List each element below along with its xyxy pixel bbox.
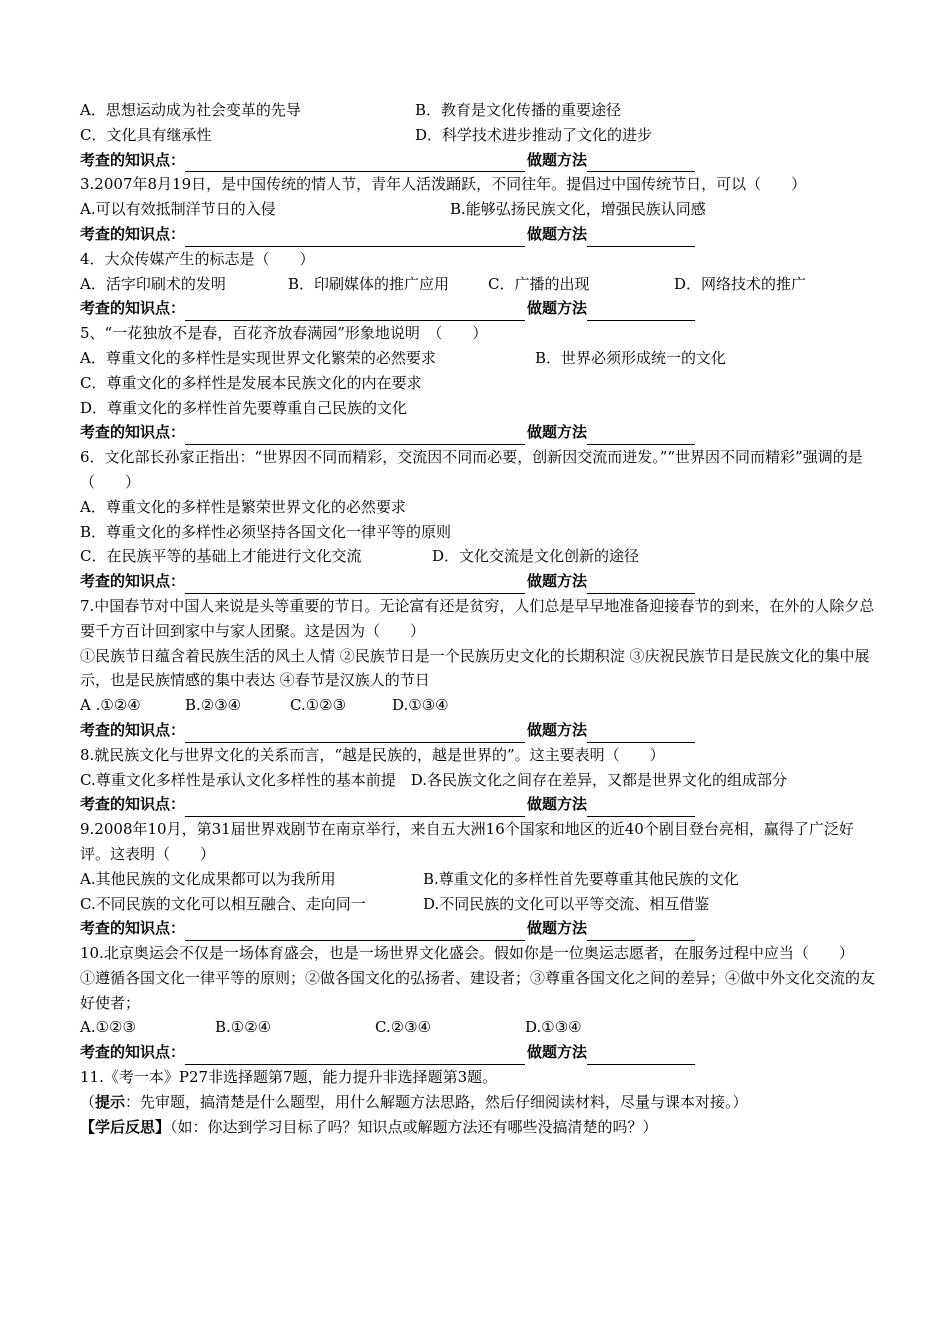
- q6-stem: 6．文化部长孙家正指出：“世界因不同而精彩，交流因不同而必要，创新因交流而迸发。”“世界因不同而精彩”强调的是（ ）: [80, 448, 863, 491]
- q7-items: ①民族节日蕴含着民族生活的风土人情 ②民族节日是一个民族历史文化的长期积淀 ③庆祝民族节日是民族文化的集中展示，也是民族情感的集中表达 ④春节是汉族人的节日: [80, 646, 870, 690]
- q7-option-a: A .①②④: [80, 696, 141, 715]
- q10-option-b: B.①②④: [215, 1018, 272, 1037]
- knowledge-blank[interactable]: [185, 576, 525, 594]
- q2-option-a: A．思想运动成为社会变革的先导: [80, 101, 301, 119]
- knowledge-label: 考查的知识点：: [80, 572, 186, 591]
- answer-line: [80, 569, 880, 594]
- q10-options: [80, 1015, 880, 1040]
- reflection-text: （如：你达到学习目标了吗？知识点或解题方法还有哪些没搞清楚的吗？）: [170, 1117, 658, 1136]
- q5-options-row1: [80, 346, 880, 371]
- q9-option-d: D.不同民族的文化可以平等交流、相互借鉴: [423, 894, 710, 913]
- q4-stem: 4．大众传媒产生的标志是（ ）: [80, 249, 315, 268]
- q5-option-d: D．尊重文化的多样性首先要尊重自己民族的文化: [80, 398, 408, 417]
- answer-line: [80, 792, 880, 817]
- q6-options-row: [80, 544, 880, 569]
- q8-options: C.尊重文化多样性是承认文化多样性的基本前提 D.各民族文化之间存在差异，又都是世界文化的组成部分: [80, 770, 787, 789]
- q2-options-row2: [80, 123, 880, 148]
- knowledge-label: 考查的知识点：: [80, 150, 186, 169]
- q3-option-b: B.能够弘扬民族文化，增强民族认同感: [450, 200, 706, 219]
- q10-option-a: A.①②③: [80, 1018, 136, 1037]
- q11-hint: [80, 1090, 880, 1115]
- q8-stem: 8.就民族文化与世界文化的关系而言，“越是民族的，越是世界的”。这主要表明（ ）: [80, 745, 665, 764]
- answer-line: [80, 718, 880, 743]
- q6-option-b: B．尊重文化的多样性必须坚持各国文化一律平等的原则: [80, 522, 452, 541]
- hint-label: 提示: [95, 1092, 126, 1111]
- q9-option-a: A.其他民族的文化成果都可以为我所用: [80, 869, 336, 888]
- knowledge-label: 考查的知识点：: [80, 299, 186, 318]
- method-blank[interactable]: [587, 303, 695, 321]
- q3-stem: 3.2007年8月19日，是中国传统的情人节，青年人活泼踊跃，不同往年。提倡过中国传统节日，可以（ ）: [80, 175, 807, 194]
- knowledge-blank[interactable]: [185, 1047, 525, 1065]
- knowledge-label: 考查的知识点：: [80, 1043, 186, 1062]
- method-label: 做题方法: [527, 224, 588, 243]
- knowledge-label: 考查的知识点：: [80, 224, 186, 243]
- method-label: 做题方法: [527, 919, 588, 938]
- q6-option-c: C．在民族平等的基础上才能进行文化交流: [80, 547, 362, 566]
- q7-option-b: B.②③④: [185, 696, 242, 715]
- q10-option-c: C.②③④: [375, 1018, 432, 1037]
- reflection: [80, 1115, 880, 1140]
- hint-open: （: [80, 1092, 96, 1111]
- method-blank[interactable]: [587, 1047, 695, 1065]
- method-label: 做题方法: [527, 572, 588, 591]
- q7-option-d: D.①③④: [392, 696, 449, 715]
- q5-option-a: A．尊重文化的多样性是实现世界文化繁荣的必然要求: [80, 348, 436, 367]
- answer-line: [80, 916, 880, 941]
- q9-option-c: C.不同民族的文化可以相互融合、走向同一: [80, 894, 366, 913]
- method-blank[interactable]: [587, 427, 695, 445]
- reflection-label: 【学后反思】: [80, 1117, 171, 1136]
- q10-option-d: D.①③④: [525, 1018, 582, 1037]
- q4-option-b: B．印刷媒体的推广应用: [288, 274, 450, 293]
- q2-option-c: C．文化具有继承性: [80, 125, 212, 144]
- answer-line: [80, 420, 880, 445]
- method-blank[interactable]: [587, 576, 695, 594]
- q2-options-row1: [80, 98, 880, 123]
- method-label: 做题方法: [527, 423, 588, 442]
- q3-option-a: A.可以有效抵制洋节日的入侵: [80, 200, 276, 219]
- q9-stem: 9.2008年10月，第31届世界戏剧节在南京举行，来自五大洲16个国家和地区的近40个剧目登台亮相，赢得了广泛好评。这表明（ ）: [80, 820, 854, 863]
- q5-stem: 5、“一花独放不是春，百花齐放春满园”形象地说明 （ ）: [80, 324, 488, 343]
- method-label: 做题方法: [527, 795, 588, 814]
- knowledge-blank[interactable]: [185, 303, 525, 321]
- knowledge-label: 考查的知识点：: [80, 423, 186, 442]
- method-blank[interactable]: [587, 229, 695, 247]
- q9-options-row1: [80, 867, 880, 892]
- worksheet-page: [80, 98, 880, 1139]
- knowledge-blank[interactable]: [185, 923, 525, 941]
- q4-option-c: C．广播的出现: [488, 274, 590, 293]
- q2-option-d: D．科学技术进步推动了文化的进步: [415, 125, 653, 144]
- knowledge-blank[interactable]: [185, 725, 525, 743]
- method-blank[interactable]: [587, 154, 695, 172]
- q3-options: [80, 197, 880, 222]
- q11-stem: 11.《考一本》P27非选择题第7题，能力提升非选择题第3题。: [80, 1068, 498, 1087]
- q5-option-c: C．尊重文化的多样性是发展本民族文化的内在要求: [80, 373, 422, 392]
- knowledge-blank[interactable]: [185, 229, 525, 247]
- q4-option-d: D．网络技术的推广: [674, 274, 807, 293]
- q9-options-row2: [80, 892, 880, 917]
- knowledge-label: 考查的知识点：: [80, 919, 186, 938]
- knowledge-blank[interactable]: [185, 799, 525, 817]
- q10-stem: 10.北京奥运会不仅是一场体育盛会，也是一场世界文化盛会。假如你是一位奥运志愿者，在服务过程中应当（ ）: [80, 944, 854, 963]
- answer-line: [80, 1040, 880, 1065]
- q9-option-b: B.尊重文化的多样性首先要尊重其他民族的文化: [423, 869, 739, 888]
- knowledge-label: 考查的知识点：: [80, 795, 186, 814]
- method-blank[interactable]: [587, 799, 695, 817]
- method-label: 做题方法: [527, 150, 588, 169]
- method-label: 做题方法: [527, 299, 588, 318]
- knowledge-label: 考查的知识点：: [80, 720, 186, 739]
- answer-line: [80, 148, 880, 173]
- q10-items: ①遵循各国文化一律平等的原则；②做各国文化的弘扬者、建设者；③尊重各国文化之间的差异；④做中外文化交流的友好使者；: [80, 968, 876, 1012]
- q7-option-c: C.①②③: [290, 696, 347, 715]
- answer-line: [80, 296, 880, 321]
- q6-option-d: D．文化交流是文化创新的途径: [432, 547, 640, 566]
- q4-options: [80, 272, 880, 297]
- q2-option-b: B．教育是文化传播的重要途径: [415, 101, 622, 119]
- knowledge-blank[interactable]: [185, 427, 525, 445]
- method-blank[interactable]: [587, 923, 695, 941]
- method-label: 做题方法: [527, 720, 588, 739]
- q7-stem: 7.中国春节对中国人来说是头等重要的节日。无论富有还是贫穷，人们总是早早地准备迎接春节的到来，在外的人除夕总要千方百计回到家中与家人团聚。这是因为（ ）: [80, 596, 875, 640]
- q4-option-a: A．活字印刷术的发明: [80, 274, 226, 293]
- q5-option-b: B．世界必须形成统一的文化: [535, 348, 727, 367]
- q7-options: [80, 693, 880, 718]
- knowledge-blank[interactable]: [185, 154, 525, 172]
- answer-line: [80, 222, 880, 247]
- method-label: 做题方法: [527, 1043, 588, 1062]
- method-blank[interactable]: [587, 725, 695, 743]
- q6-option-a: A．尊重文化的多样性是繁荣世界文化的必然要求: [80, 497, 406, 516]
- hint-text: ：先审题，搞清楚是什么题型，用什么解题方法思路，然后仔细阅读材料，尽量与课本对接。）: [125, 1092, 748, 1111]
